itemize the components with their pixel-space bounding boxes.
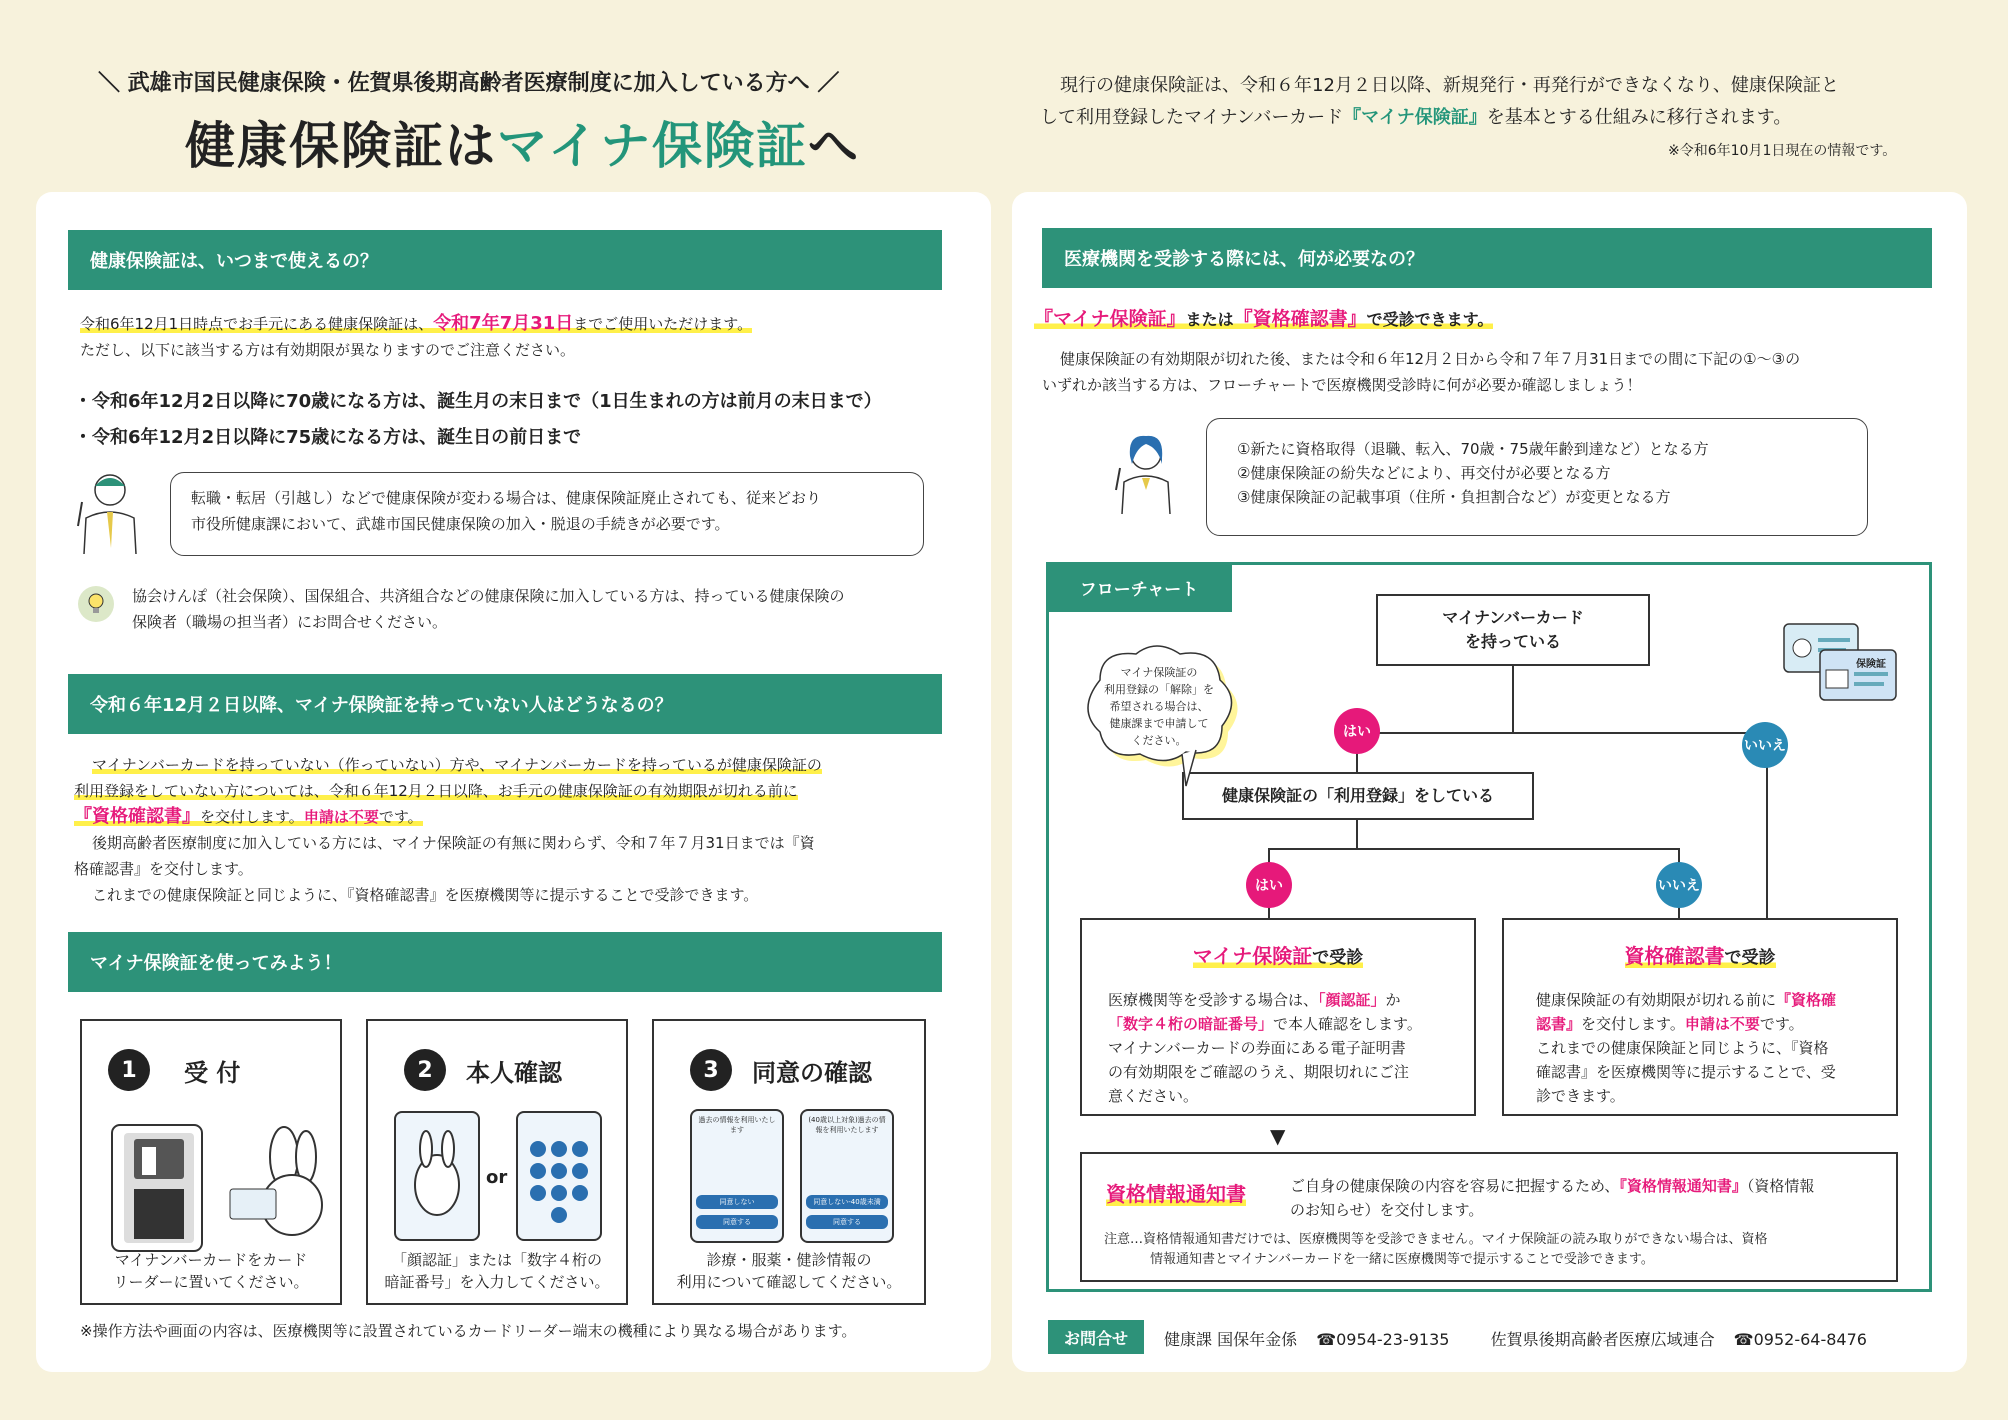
notice-box — [1080, 1152, 1898, 1282]
page-title — [185, 106, 860, 178]
notice-caution: 注意…資格情報通知書だけでは、医療機関等を受診できません。マイナ保険証の読み取りができない場合は、資格 情報通知書とマイナンバーカードを一緒に医療機関等で提示することで受診できます。 — [1104, 1232, 1768, 1267]
header-intro-line2: して利用登録したマイナンバーカード『マイナ保険証』を基本とする仕組みに移行されます。 — [1040, 107, 1792, 128]
consent-screen-2: (40歳以上対象)過去の情報を利用いたします 同意しない-40歳未満 同意する — [800, 1109, 894, 1243]
consent-yes2-button[interactable]: 同意する — [806, 1215, 888, 1229]
step-3-caption: 診療・服薬・健診情報の 利用について確認してください。 — [676, 1251, 902, 1291]
sec2-heading: 令和６年12月２日以降、マイナ保険証を持っていない人はどうなるの？ — [68, 674, 942, 734]
right-heading: 医療機関を受診する際には、何が必要なの？ — [1042, 228, 1932, 288]
q2-yes-badge: はい — [1246, 862, 1292, 908]
connector-q1-down — [1512, 666, 1514, 734]
flow-question-1: マイナンバーカード を持っている — [1376, 594, 1650, 666]
sec1-tip: 協会けんぽ（社会保険）、国保組合、共済組合などの健康保険に加入している方は、持っている健康保険の 保険者（職場の担当者）にお問合せください。 — [132, 587, 845, 631]
man-illustration — [70, 468, 140, 554]
step-2-number: 2 — [404, 1049, 446, 1091]
contact-org1: 健康課 国保年金係 — [1164, 1330, 1298, 1349]
face-screen-illustration — [394, 1111, 480, 1241]
header-note: ※令和6年10月1日現在の情報です。 — [1668, 143, 1897, 159]
sec2-line3: 『資格確認書』を交付します。申請は不要です。 — [74, 806, 423, 827]
result-certificate — [1502, 918, 1898, 1116]
step-2-box — [366, 1019, 628, 1305]
card-reader-illustration — [104, 1113, 324, 1257]
sec1-bullets — [74, 384, 882, 456]
sec2-line2: 利用登録をしていない方については、令和６年12月２日以降、お手元の健康保険証の有効期限が切れる前に — [74, 782, 798, 800]
connector-q2-horizontal — [1268, 848, 1680, 850]
contact-label: お問合せ — [1048, 1320, 1144, 1354]
sec1-line1: 令和6年12月1日時点でお手元にある健康保険証は、令和7年7月31日までご使用いただけます。 — [80, 313, 753, 334]
sec1-bullet1: ・令和6年12月2日以降に70歳になる方は、誕生月の末日まで（1日生まれの方は前月の末日まで） — [74, 391, 882, 412]
q1-yes-badge: はい — [1334, 708, 1380, 754]
q1-no-badge: いいえ — [1742, 722, 1788, 768]
notice-title: 資格情報通知書 — [1106, 1182, 1246, 1206]
flowchart-label: フローチャート — [1046, 562, 1232, 612]
condition-2: ②健康保険証の紛失などにより、再交付が必要となる方 — [1237, 464, 1611, 482]
step-3-box — [652, 1019, 926, 1305]
header-subtitle: ＼ 武雄市国民健康保険・佐賀県後期高齢者医療制度に加入している方へ ／ — [98, 71, 840, 96]
sec2-line4: 後期高齢者医療制度に加入している方には、マイナ保険証の有無に関わらず、令和７年７月31日までは『資 — [92, 834, 815, 852]
step-2-title: 本人確認 — [466, 1059, 562, 1087]
result-mynacard-title: マイナ保険証で受診 — [1192, 944, 1364, 968]
condition-1: ①新たに資格取得（退職、転入、70歳・75歳年齢到達など）となる方 — [1237, 440, 1709, 458]
page-title-part-c: へ — [808, 117, 860, 175]
condition-3: ③健康保険証の記載事項（住所・負担割合など）が変更となる方 — [1237, 488, 1671, 506]
sec1-bullet2: ・令和6年12月2日以降に75歳になる方は、誕生日の前日まで — [74, 427, 582, 448]
result-certificate-title: 資格確認書で受診 — [1624, 944, 1776, 968]
right-text: 健康保険証の有効期限が切れた後、または令和６年12月２日から令和７年７月31日までの間に下記の①〜③の いずれか該当する方は、フローチャートで医療機関受診時に何が必要か確認しましょう！ — [1042, 350, 1801, 394]
conditions-bubble — [1206, 418, 1868, 536]
sec3-heading: マイナ保険証を使ってみよう！ — [68, 932, 942, 992]
down-arrow-icon: ▼ — [1270, 1124, 1286, 1148]
result-mynacard-body: 医療機関等を受診する場合は、「顔認証」か 「数字４桁の暗証番号」で本人確認をします。 マイナンバーカードの券面にある電子証明書 の有効期限をご確認のうえ、期限切れにご注 意ください。 — [1108, 991, 1422, 1105]
step-1-number: 1 — [108, 1049, 150, 1091]
consent-no40-button[interactable]: 同意しない-40歳未満 — [806, 1195, 888, 1209]
contact-org2: 佐賀県後期高齢者医療広域連合 — [1490, 1330, 1715, 1349]
sec2-text — [74, 752, 822, 908]
consent-no-button[interactable]: 同意しない — [696, 1195, 778, 1209]
lightbulb-icon — [78, 586, 114, 622]
result-certificate-body: 健康保険証の有効期限が切れる前に『資格確 認書』を交付します。申請は不要です。 これまでの健康保険証と同じように、『資格 確認書』を医療機関等に提示することで、受 診できます。 — [1536, 991, 1837, 1105]
sec1-heading: 健康保険証は、いつまで使えるの？ — [68, 230, 942, 290]
flow-question-2: 健康保険証の「利用登録」をしている — [1182, 772, 1534, 820]
insurance-card-illustration — [1782, 620, 1900, 710]
sec3-footnote: ※操作方法や画面の内容は、医療機関等に設置されているカードリーダー端末の機種により異なる場合があります。 — [80, 1322, 857, 1340]
sec1-line2: ただし、以下に該当する方は有効期限が異なりますのでご注意ください。 — [80, 341, 576, 359]
header-intro — [1040, 70, 1839, 134]
sec2-line5: 格確認書』を交付します。 — [74, 860, 253, 878]
right-lead: 『マイナ保険証』または『資格確認書』で受診できます。 — [1034, 308, 1494, 330]
step-1-caption: マイナンバーカードをカード リーダーに置いてください。 — [113, 1251, 309, 1291]
consent-yes-button[interactable]: 同意する — [696, 1215, 778, 1229]
sec1-speech-bubble: 転職・転居（引越し）などで健康保険が変わる場合は、健康保険証廃止されても、従来どおり 市役所健康課において、武雄市国民健康保険の加入・脱退の手続きが必要です。 — [170, 472, 924, 556]
step-3-number: 3 — [690, 1049, 732, 1091]
step-2-caption: 「顔認証」または「数字４桁の 暗証番号」を入力してください。 — [384, 1251, 610, 1291]
page-title-part-a: 健康保険証は — [185, 117, 497, 175]
pin-screen-illustration — [516, 1111, 602, 1241]
sec2-line6: これまでの健康保険証と同じように、『資格確認書』を医療機関等に提示することで受診できます。 — [92, 886, 759, 904]
connector-q1-horizontal — [1356, 732, 1768, 734]
result-mynacard — [1080, 918, 1476, 1116]
header-intro-line1: 現行の健康保険証は、令和６年12月２日以降、新規発行・再発行ができなくなり、健康保険証と — [1060, 75, 1839, 96]
or-label: or — [486, 1167, 508, 1188]
step-1-title: 受 付 — [184, 1059, 241, 1087]
q2-no-badge: いいえ — [1656, 862, 1702, 908]
contact-info — [1164, 1327, 1867, 1350]
step-1-box — [80, 1019, 342, 1305]
cloud-note: マイナ保険証の 利用登録の「解除」を 希望される場合は、 健康課まで申請して ください。 — [1070, 640, 1242, 790]
contact-tel1[interactable]: ☎0954-23-9135 — [1316, 1330, 1450, 1349]
woman-illustration — [1108, 430, 1178, 514]
step-3-title: 同意の確認 — [752, 1059, 872, 1087]
notice-text: ご自身の健康保険の内容を容易に把握するため、『資格情報通知書』（資格情報 のお知らせ）を交付します。 — [1290, 1177, 1815, 1219]
card-label: 保険証 — [1856, 659, 1886, 670]
page-title-part-b: マイナ保険証 — [497, 117, 808, 175]
sec1-text — [80, 311, 752, 363]
contact-tel2[interactable]: ☎0952-64-8476 — [1733, 1330, 1867, 1349]
consent-screen-1: 過去の情報を利用いたします 同意しない 同意する — [690, 1109, 784, 1243]
connector-q2-down — [1356, 816, 1358, 850]
sec2-line1: マイナンバーカードを持っていない（作っていない）方や、マイナンバーカードを持っているが健康保険証の — [92, 756, 822, 774]
